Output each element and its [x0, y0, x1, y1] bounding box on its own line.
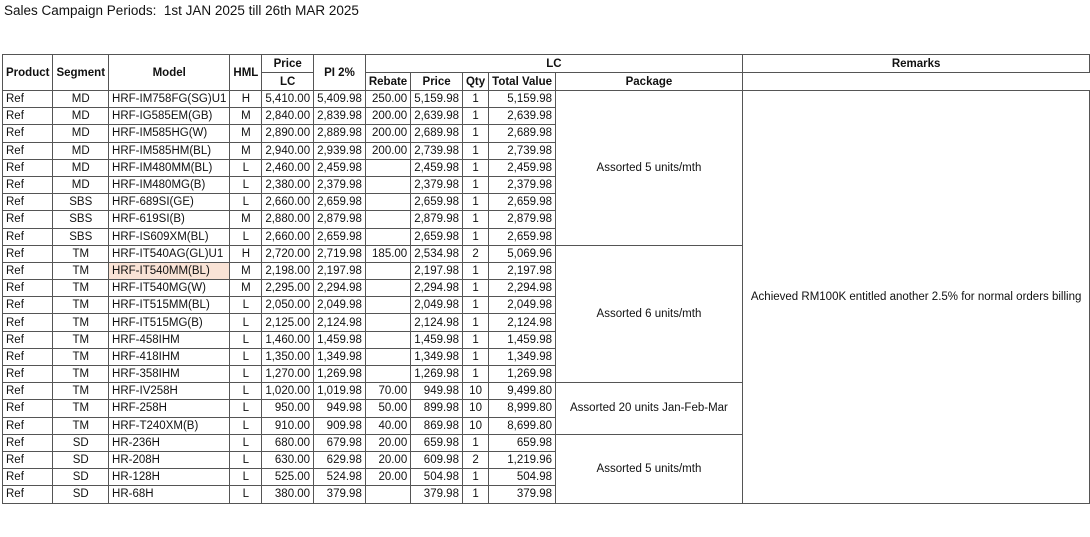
cell-model: HRF-IM480MG(B): [109, 176, 230, 193]
cell-lc-price: 2,197.98: [411, 262, 463, 279]
cell-lc-price: 2,659.98: [411, 228, 463, 245]
cell-pi: 2,659.98: [314, 194, 366, 211]
cell-pi: 1,019.98: [314, 383, 366, 400]
cell-lc-price: 1,269.98: [411, 366, 463, 383]
cell-qty: 1: [462, 469, 488, 486]
cell-model: HRF-258H: [109, 400, 230, 417]
cell-price-lc: 2,720.00: [262, 245, 314, 262]
cell-lc-price: 2,379.98: [411, 176, 463, 193]
cell-segment: SBS: [53, 211, 109, 228]
cell-model: HRF-358IHM: [109, 366, 230, 383]
cell-pi: 909.98: [314, 417, 366, 434]
cell-price-lc: 2,880.00: [262, 211, 314, 228]
cell-rebate: [365, 331, 410, 348]
cell-hml: M: [230, 108, 262, 125]
cell-qty: 2: [462, 451, 488, 468]
cell-segment: MD: [53, 142, 109, 159]
cell-price-lc: 2,460.00: [262, 159, 314, 176]
cell-rebate: 20.00: [365, 434, 410, 451]
cell-pi: 2,197.98: [314, 262, 366, 279]
cell-model: HRF-IG585EM(GB): [109, 108, 230, 125]
cell-pi: 2,459.98: [314, 159, 366, 176]
cell-model: HR-128H: [109, 469, 230, 486]
cell-rebate: 40.00: [365, 417, 410, 434]
cell-segment: SD: [53, 486, 109, 503]
cell-lc-price: 2,659.98: [411, 194, 463, 211]
cell-product: Ref: [3, 159, 53, 176]
cell-total-value: 2,379.98: [489, 176, 556, 193]
cell-segment: TM: [53, 366, 109, 383]
cell-model: HRF-619SI(B): [109, 211, 230, 228]
cell-rebate: 200.00: [365, 108, 410, 125]
cell-lc-price: 2,124.98: [411, 314, 463, 331]
cell-pi: 629.98: [314, 451, 366, 468]
cell-hml: L: [230, 417, 262, 434]
cell-rebate: [365, 211, 410, 228]
cell-rebate: 50.00: [365, 400, 410, 417]
cell-qty: 1: [462, 176, 488, 193]
cell-price-lc: 2,840.00: [262, 108, 314, 125]
cell-total-value: 1,269.98: [489, 366, 556, 383]
cell-price-lc: 2,295.00: [262, 280, 314, 297]
cell-lc-price: 869.98: [411, 417, 463, 434]
campaign-price-table: [2, 54, 1090, 504]
cell-hml: L: [230, 314, 262, 331]
package-cell: Assorted 5 units/mth: [556, 434, 743, 503]
cell-hml: H: [230, 91, 262, 108]
cell-pi: 2,839.98: [314, 108, 366, 125]
header-qty: Qty: [462, 73, 488, 91]
cell-pi: 2,719.98: [314, 245, 366, 262]
cell-price-lc: 2,125.00: [262, 314, 314, 331]
cell-segment: MD: [53, 159, 109, 176]
cell-rebate: [365, 486, 410, 503]
cell-hml: L: [230, 434, 262, 451]
cell-pi: 524.98: [314, 469, 366, 486]
cell-rebate: [365, 262, 410, 279]
cell-model: HRF-418IHM: [109, 348, 230, 365]
cell-rebate: [365, 159, 410, 176]
cell-product: Ref: [3, 331, 53, 348]
cell-pi: 2,049.98: [314, 297, 366, 314]
cell-price-lc: 2,050.00: [262, 297, 314, 314]
cell-qty: 10: [462, 417, 488, 434]
cell-segment: TM: [53, 331, 109, 348]
cell-product: Ref: [3, 469, 53, 486]
cell-rebate: 70.00: [365, 383, 410, 400]
cell-hml: M: [230, 280, 262, 297]
cell-total-value: 2,739.98: [489, 142, 556, 159]
cell-price-lc: 910.00: [262, 417, 314, 434]
cell-pi: 2,939.98: [314, 142, 366, 159]
cell-pi: 2,294.98: [314, 280, 366, 297]
cell-total-value: 2,879.98: [489, 211, 556, 228]
cell-product: Ref: [3, 383, 53, 400]
cell-lc-price: 949.98: [411, 383, 463, 400]
cell-segment: TM: [53, 245, 109, 262]
header-lc-price: Price: [411, 73, 463, 91]
header-price-lc: LC: [262, 73, 314, 91]
cell-segment: TM: [53, 297, 109, 314]
cell-hml: M: [230, 142, 262, 159]
cell-total-value: 5,159.98: [489, 91, 556, 108]
cell-hml: M: [230, 211, 262, 228]
cell-lc-price: 379.98: [411, 486, 463, 503]
cell-model: HRF-IT515MG(B): [109, 314, 230, 331]
cell-hml: L: [230, 194, 262, 211]
cell-pi: 2,659.98: [314, 228, 366, 245]
cell-model: HRF-IM585HM(BL): [109, 142, 230, 159]
cell-rebate: 20.00: [365, 451, 410, 468]
cell-segment: SBS: [53, 228, 109, 245]
header-model: Model: [109, 55, 230, 91]
cell-price-lc: 1,020.00: [262, 383, 314, 400]
cell-segment: TM: [53, 400, 109, 417]
cell-lc-price: 1,349.98: [411, 348, 463, 365]
cell-rebate: [365, 228, 410, 245]
cell-segment: TM: [53, 417, 109, 434]
cell-pi: 2,379.98: [314, 176, 366, 193]
cell-lc-price: 899.98: [411, 400, 463, 417]
cell-product: Ref: [3, 400, 53, 417]
cell-qty: 1: [462, 108, 488, 125]
cell-hml: L: [230, 348, 262, 365]
cell-price-lc: 950.00: [262, 400, 314, 417]
cell-qty: 1: [462, 366, 488, 383]
package-cell: Assorted 6 units/mth: [556, 245, 743, 383]
cell-model: HRF-IT515MM(BL): [109, 297, 230, 314]
cell-rebate: [365, 314, 410, 331]
cell-hml: M: [230, 262, 262, 279]
cell-product: Ref: [3, 451, 53, 468]
cell-qty: 1: [462, 331, 488, 348]
cell-qty: 1: [462, 280, 488, 297]
cell-rebate: [365, 366, 410, 383]
cell-hml: L: [230, 400, 262, 417]
cell-qty: 1: [462, 228, 488, 245]
cell-price-lc: 2,660.00: [262, 228, 314, 245]
cell-total-value: 8,699.80: [489, 417, 556, 434]
cell-total-value: 2,689.98: [489, 125, 556, 142]
cell-price-lc: 525.00: [262, 469, 314, 486]
cell-pi: 379.98: [314, 486, 366, 503]
cell-rebate: 250.00: [365, 91, 410, 108]
header-total-value: Total Value: [489, 73, 556, 91]
header-rebate: Rebate: [365, 73, 410, 91]
cell-segment: MD: [53, 91, 109, 108]
cell-pi: 1,349.98: [314, 348, 366, 365]
package-cell: Assorted 20 units Jan-Feb-Mar: [556, 383, 743, 435]
cell-price-lc: 2,380.00: [262, 176, 314, 193]
cell-product: Ref: [3, 194, 53, 211]
cell-total-value: 5,069.96: [489, 245, 556, 262]
cell-pi: 1,459.98: [314, 331, 366, 348]
cell-lc-price: 504.98: [411, 469, 463, 486]
cell-lc-price: 5,159.98: [411, 91, 463, 108]
cell-lc-price: 2,639.98: [411, 108, 463, 125]
remarks-cell: Achieved RM100K entitled another 2.5% for normal orders billing: [742, 91, 1090, 504]
cell-total-value: 2,639.98: [489, 108, 556, 125]
cell-model: HR-236H: [109, 434, 230, 451]
cell-pi: 1,269.98: [314, 366, 366, 383]
cell-rebate: [365, 297, 410, 314]
cell-price-lc: 680.00: [262, 434, 314, 451]
cell-model: HRF-IS609XM(BL): [109, 228, 230, 245]
cell-rebate: [365, 348, 410, 365]
cell-total-value: 379.98: [489, 486, 556, 503]
cell-lc-price: 2,879.98: [411, 211, 463, 228]
header-price: Price: [262, 55, 314, 73]
cell-pi: 679.98: [314, 434, 366, 451]
cell-product: Ref: [3, 245, 53, 262]
cell-total-value: 1,219.96: [489, 451, 556, 468]
cell-hml: L: [230, 228, 262, 245]
cell-total-value: 504.98: [489, 469, 556, 486]
cell-price-lc: 2,198.00: [262, 262, 314, 279]
cell-model: HRF-IT540MG(W): [109, 280, 230, 297]
cell-pi: 2,879.98: [314, 211, 366, 228]
cell-rebate: [365, 194, 410, 211]
cell-price-lc: 1,270.00: [262, 366, 314, 383]
cell-hml: L: [230, 383, 262, 400]
header-hml: HML: [230, 55, 262, 91]
cell-product: Ref: [3, 228, 53, 245]
cell-price-lc: 630.00: [262, 451, 314, 468]
cell-product: Ref: [3, 366, 53, 383]
cell-segment: TM: [53, 280, 109, 297]
cell-lc-price: 609.98: [411, 451, 463, 468]
cell-segment: MD: [53, 176, 109, 193]
cell-segment: SBS: [53, 194, 109, 211]
cell-hml: L: [230, 451, 262, 468]
cell-total-value: 2,124.98: [489, 314, 556, 331]
cell-qty: 1: [462, 314, 488, 331]
cell-product: Ref: [3, 434, 53, 451]
cell-total-value: 2,459.98: [489, 159, 556, 176]
cell-product: Ref: [3, 211, 53, 228]
cell-lc-price: 2,049.98: [411, 297, 463, 314]
cell-lc-price: 2,534.98: [411, 245, 463, 262]
cell-segment: TM: [53, 262, 109, 279]
cell-product: Ref: [3, 91, 53, 108]
cell-model: HRF-IT540AG(GL)U1: [109, 245, 230, 262]
cell-rebate: 200.00: [365, 142, 410, 159]
cell-hml: L: [230, 331, 262, 348]
cell-model: HRF-IT540MM(BL): [109, 262, 230, 279]
cell-model: HRF-IM758FG(SG)U1: [109, 91, 230, 108]
cell-rebate: [365, 176, 410, 193]
cell-pi: 2,124.98: [314, 314, 366, 331]
cell-qty: 1: [462, 159, 488, 176]
cell-product: Ref: [3, 348, 53, 365]
cell-product: Ref: [3, 280, 53, 297]
cell-product: Ref: [3, 262, 53, 279]
cell-pi: 949.98: [314, 400, 366, 417]
cell-lc-price: 2,459.98: [411, 159, 463, 176]
cell-product: Ref: [3, 142, 53, 159]
cell-rebate: 185.00: [365, 245, 410, 262]
cell-lc-price: 659.98: [411, 434, 463, 451]
cell-price-lc: 5,410.00: [262, 91, 314, 108]
cell-segment: SD: [53, 469, 109, 486]
campaign-period-caption: Sales Campaign Periods: 1st JAN 2025 till 26th MAR 2025: [4, 3, 359, 18]
cell-qty: 1: [462, 142, 488, 159]
cell-qty: 2: [462, 245, 488, 262]
cell-model: HRF-689SI(GE): [109, 194, 230, 211]
cell-total-value: 1,459.98: [489, 331, 556, 348]
cell-product: Ref: [3, 125, 53, 142]
cell-qty: 1: [462, 348, 488, 365]
cell-rebate: [365, 280, 410, 297]
cell-product: Ref: [3, 417, 53, 434]
cell-segment: SD: [53, 434, 109, 451]
cell-total-value: 8,999.80: [489, 400, 556, 417]
cell-model: HRF-IV258H: [109, 383, 230, 400]
cell-hml: H: [230, 245, 262, 262]
cell-segment: MD: [53, 125, 109, 142]
cell-product: Ref: [3, 108, 53, 125]
cell-lc-price: 1,459.98: [411, 331, 463, 348]
cell-hml: L: [230, 176, 262, 193]
table-row: [3, 91, 1090, 108]
cell-lc-price: 2,294.98: [411, 280, 463, 297]
cell-product: Ref: [3, 314, 53, 331]
cell-qty: 1: [462, 194, 488, 211]
cell-price-lc: 380.00: [262, 486, 314, 503]
cell-product: Ref: [3, 176, 53, 193]
cell-model: HRF-IM585HG(W): [109, 125, 230, 142]
cell-hml: L: [230, 469, 262, 486]
cell-model: HRF-T240XM(B): [109, 417, 230, 434]
cell-segment: MD: [53, 108, 109, 125]
cell-qty: 1: [462, 125, 488, 142]
cell-price-lc: 1,350.00: [262, 348, 314, 365]
header-package: Package: [556, 73, 743, 91]
cell-product: Ref: [3, 486, 53, 503]
cell-hml: M: [230, 125, 262, 142]
header-lc-group: LC: [365, 55, 742, 73]
cell-segment: TM: [53, 314, 109, 331]
cell-price-lc: 2,890.00: [262, 125, 314, 142]
cell-segment: TM: [53, 383, 109, 400]
cell-total-value: 9,499.80: [489, 383, 556, 400]
cell-total-value: 2,294.98: [489, 280, 556, 297]
cell-total-value: 2,659.98: [489, 194, 556, 211]
cell-rebate: 200.00: [365, 125, 410, 142]
cell-hml: L: [230, 297, 262, 314]
cell-model: HR-68H: [109, 486, 230, 503]
cell-price-lc: 2,940.00: [262, 142, 314, 159]
cell-hml: L: [230, 486, 262, 503]
cell-qty: 1: [462, 211, 488, 228]
cell-qty: 10: [462, 383, 488, 400]
cell-model: HRF-458IHM: [109, 331, 230, 348]
cell-total-value: 1,349.98: [489, 348, 556, 365]
cell-qty: 1: [462, 297, 488, 314]
header-segment: Segment: [53, 55, 109, 91]
cell-total-value: 2,197.98: [489, 262, 556, 279]
cell-qty: 1: [462, 434, 488, 451]
package-cell: Assorted 5 units/mth: [556, 91, 743, 246]
cell-segment: SD: [53, 451, 109, 468]
cell-model: HR-208H: [109, 451, 230, 468]
cell-pi: 2,889.98: [314, 125, 366, 142]
cell-total-value: 2,049.98: [489, 297, 556, 314]
cell-lc-price: 2,739.98: [411, 142, 463, 159]
cell-qty: 1: [462, 91, 488, 108]
cell-total-value: 2,659.98: [489, 228, 556, 245]
cell-segment: TM: [53, 348, 109, 365]
cell-lc-price: 2,689.98: [411, 125, 463, 142]
cell-model: HRF-IM480MM(BL): [109, 159, 230, 176]
cell-hml: L: [230, 159, 262, 176]
header-product: Product: [3, 55, 53, 91]
cell-total-value: 659.98: [489, 434, 556, 451]
cell-product: Ref: [3, 297, 53, 314]
cell-price-lc: 2,660.00: [262, 194, 314, 211]
cell-rebate: 20.00: [365, 469, 410, 486]
cell-price-lc: 1,460.00: [262, 331, 314, 348]
cell-qty: 1: [462, 486, 488, 503]
cell-qty: 1: [462, 262, 488, 279]
cell-qty: 10: [462, 400, 488, 417]
cell-hml: L: [230, 366, 262, 383]
cell-pi: 5,409.98: [314, 91, 366, 108]
header-remarks: Remarks: [742, 55, 1090, 73]
header-pi: PI 2%: [314, 55, 366, 91]
